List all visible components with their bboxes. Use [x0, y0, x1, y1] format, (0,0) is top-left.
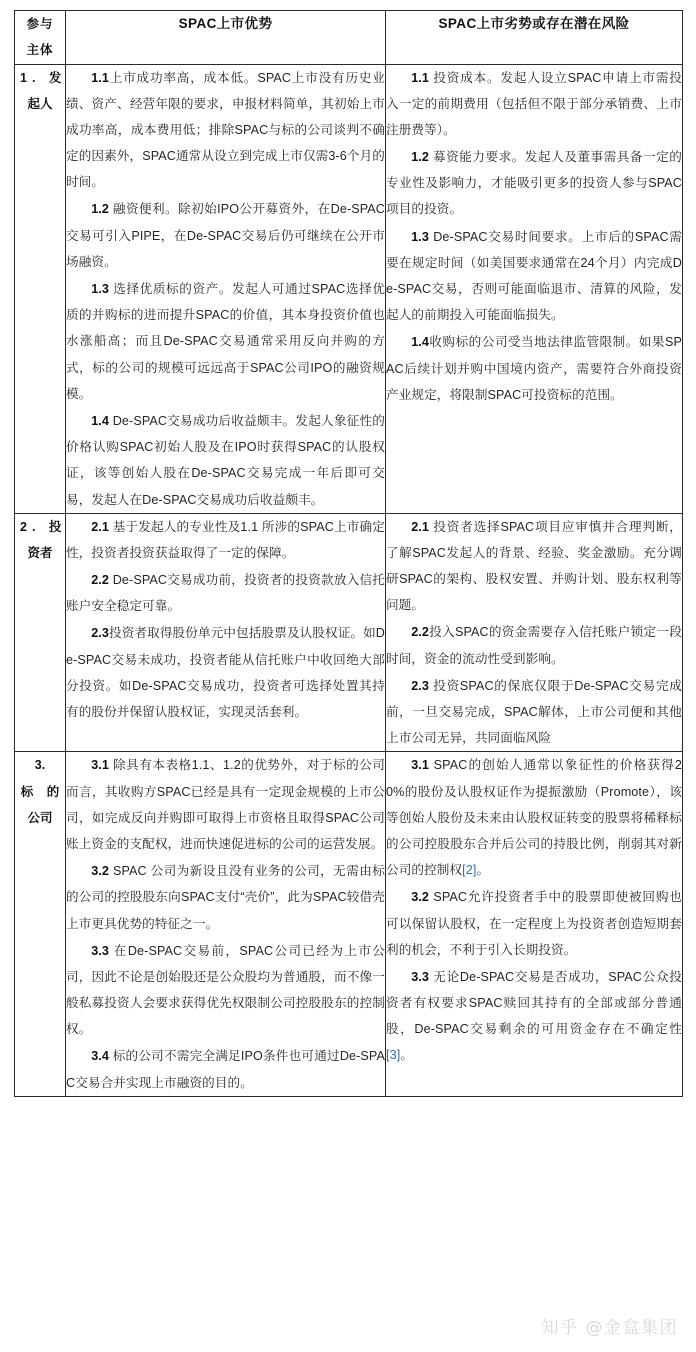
- header-subject: [15, 11, 66, 65]
- paragraph-text: De-SPAC交易时间要求。上市后的SPAC需要在规定时间（如美国要求通常在24个月）内完成De-SPAC交易，否则可能面临退市、清算的风险，发起人的前期投入可能面临损失。: [386, 229, 682, 323]
- row-subject-2: [15, 513, 66, 752]
- paragraph-text: 投资者选择SPAC项目应审慎并合理判断，了解SPAC发起人的背景、经验、奖金激励。充分调研SPAC的架构、股权安置、并购计划、股东权利等问题。: [386, 519, 682, 613]
- paragraph: [66, 1043, 385, 1095]
- paragraph-number: 2.3: [91, 626, 109, 641]
- paragraph: [66, 514, 385, 566]
- paragraph: [66, 858, 385, 937]
- row-disadvantages-1: [386, 64, 683, 513]
- paragraph-number: 1.4: [91, 413, 109, 428]
- paragraph-text: 募资能力要求。发起人及董事需具备一定的专业性及影响力，才能吸引更多的投资人参与SPAC项目的投资。: [386, 150, 682, 217]
- paragraph: [386, 964, 682, 1069]
- paragraph-number: 2.2: [91, 573, 109, 588]
- paragraph: [386, 673, 682, 752]
- paragraph-text: 标的公司不需完全满足IPO条件也可通过De-SPAC交易合并实现上市融资的目的。: [66, 1049, 385, 1090]
- row-subject-line: 3.: [34, 758, 46, 773]
- paragraph: [386, 144, 682, 223]
- paragraph-number: 2.3: [411, 678, 429, 693]
- paragraph-text: De-SPAC交易成功前，投资者的投资款放入信托账户安全稳定可靠。: [66, 573, 385, 614]
- table-header-row: [15, 11, 683, 65]
- paragraph-number: 3.2: [411, 890, 429, 905]
- paragraph-text: 选择优质标的资产。发起人可通过SPAC选择优质的并购标的进而提升SPAC的价值，其本身投资价值也水涨船高；而且De-SPAC交易通常采用反向并购的方式，标的公司的规模可远远高于SPAC公司IPO的融资规模。: [66, 282, 385, 401]
- paragraph-number: 1.2: [91, 202, 109, 217]
- row-disadvantages-2: [386, 513, 683, 752]
- paragraph-number: 1.1: [91, 70, 109, 85]
- paragraph-text: 无论De-SPAC交易是否成功，SPAC公众投资者有权要求SPAC赎回其持有的全部或部分普通股，De-SPAC交易剩余的可用资金存在不确定性: [386, 969, 682, 1037]
- table-row: [15, 752, 683, 1096]
- paragraph-text: SPAC 公司为新设且没有业务的公司，无需由标的公司的控股股东向SPAC支付“壳价”，此为SPAC较借壳上市更具优势的特征之一。: [66, 864, 385, 931]
- paragraph-number: 2.2: [411, 625, 429, 640]
- paragraph-text: De-SPAC交易成功后收益颇丰。发起人象征性的价格认购SPAC初始人股及在IPO时获得SPAC的认股权证，该等创始人股在De-SPAC交易完成一年后即可交易，发起人在De-SPAC交易成功后收益颇丰。: [66, 413, 385, 507]
- paragraph-text: 除具有本表格1.1、1.2的优势外，对于标的公司而言，其收购方SPAC已经是具有一定现金规模的上市公司，如完成反向并购即可取得上市资格且取得SPAC公司账上资金的支配权，进而快速促进标的公司的运营发展。: [66, 758, 385, 851]
- paragraph-text: 在De-SPAC交易前，SPAC公司已经为上市公司，因此不论是创始股还是公众股均为普通股，而不像一般私募投资人会要求获得优先权限制公司控股股东的控制权。: [66, 943, 385, 1037]
- paragraph: [386, 619, 682, 671]
- paragraph: [66, 196, 385, 275]
- paragraph: [386, 65, 682, 144]
- header-subject-line1: 参与: [26, 17, 54, 31]
- paragraph-number: 1.4: [411, 335, 429, 350]
- row-advantages-1: [66, 64, 386, 513]
- paragraph: [66, 276, 385, 407]
- paragraph-number: 2.1: [411, 519, 429, 534]
- paragraph-number: 3.3: [411, 969, 429, 984]
- paragraph: [66, 620, 385, 725]
- row-advantages-2: [66, 513, 386, 752]
- paragraph: [386, 514, 682, 619]
- watermark-zhihu: 知乎 @金盒集团: [541, 1318, 678, 1338]
- paragraph-text: 投入SPAC的资金需要存入信托账户锁定一段时间，资金的流动性受到影响。: [386, 625, 682, 666]
- row-subject-1: [15, 64, 66, 513]
- row-subject-line: 资者: [27, 545, 53, 560]
- paragraph-number: 1.3: [91, 282, 109, 296]
- paragraph: [386, 884, 682, 963]
- paragraph-tail: 。: [476, 863, 490, 878]
- header-advantages: SPAC上市优势: [66, 11, 386, 65]
- paragraph-text: 收购标的公司受当地法律监管限制。如果SPAC后续计划并购中国境内资产，需要符合外商投资产业规定，将限制SPAC可投资标的范围。: [386, 335, 682, 402]
- header-subject-line2: 主体: [26, 43, 54, 58]
- footnote-reference[interactable]: [3]: [386, 1048, 401, 1063]
- paragraph-text: 基于发起人的专业性及1.1 所涉的SPAC上市确定性，投资者投资获益取得了一定的保障。: [66, 519, 385, 560]
- spac-comparison-table: [14, 10, 683, 1097]
- table-row: [15, 513, 683, 752]
- paragraph-number: 3.3: [91, 943, 109, 958]
- paragraph: [66, 65, 385, 196]
- paragraph: [66, 408, 385, 513]
- row-disadvantages-3: [386, 752, 683, 1096]
- paragraph: [386, 329, 682, 408]
- paragraph: [386, 224, 682, 329]
- footnote-reference[interactable]: [2]: [462, 863, 477, 878]
- paragraph-number: 1.3: [411, 229, 429, 244]
- paragraph-text: 投资SPAC的保底仅限于De-SPAC交易完成前，一旦交易完成，SPAC解体，上市公司便和其他上市公司无异，共同面临风险: [386, 678, 682, 746]
- paragraph-number: 3.1: [91, 758, 109, 773]
- paragraph-number: 1.2: [411, 150, 429, 165]
- paragraph-tail: 。: [400, 1048, 414, 1063]
- header-disadvantages: SPAC上市劣势或存在潜在风险: [386, 11, 683, 65]
- paragraph-text: SPAC允许投资者手中的股票即使被回购也可以保留认股权，在一定程度上为投资者创造短期套利的机会，不利于引入长期投资。: [386, 890, 682, 957]
- row-subject-line: 1. 发: [20, 70, 67, 85]
- paragraph-number: 3.2: [91, 864, 109, 879]
- paragraph-number: 3.4: [91, 1049, 109, 1064]
- paragraph-text: 投资者取得股份单元中包括股票及认股权证。如De-SPAC交易未成功，投资者能从信托账户中收回绝大部分投资。如De-SPAC交易成功，投资者可选择处置其持有的股份并保留认股权证，实现灵活套利。: [66, 626, 385, 719]
- paragraph-number: 3.1: [411, 758, 429, 773]
- paragraph: [66, 567, 385, 619]
- table-body: [15, 64, 683, 1096]
- paragraph: [66, 752, 385, 857]
- row-advantages-3: [66, 752, 386, 1096]
- row-subject-line: 2. 投: [20, 519, 67, 534]
- paragraph-number: 2.1: [91, 519, 109, 534]
- paragraph: [66, 938, 385, 1043]
- row-subject-line: 起人: [27, 96, 53, 111]
- paragraph: [386, 752, 682, 883]
- row-subject-3: [15, 752, 66, 1096]
- paragraph-text: 上市成功率高，成本低。SPAC上市没有历史业绩、资产、经营年限的要求，申报材料简单，其初始上市成功率高，成本费用低；排除SPAC与标的公司谈判不确定的因素外，SPAC通常从设立到完成上市仅需3-6个月的时间。: [66, 70, 385, 190]
- row-subject-line: 公司: [27, 810, 53, 825]
- row-subject-line: 标 的: [20, 784, 65, 799]
- paragraph-text: 融资便利。除初始IPO公开募资外，在De-SPAC交易可引入PIPE，在De-SPAC交易后仍可继续在公开市场融资。: [66, 202, 385, 269]
- paragraph-text: 投资成本。发起人设立SPAC申请上市需投入一定的前期费用（包括但不限于部分承销费、上市注册费等）。: [386, 70, 682, 137]
- table-row: [15, 64, 683, 513]
- paragraph-text: SPAC的创始人通常以象征性的价格获得20%的股份及认股权证作为提振激励（Promote），该等创始人股份及未来由认股权证转变的股票将稀释标的公司控股股东合并后公司的持股比例，削弱其对新公司的控制权: [386, 758, 682, 878]
- paragraph-number: 1.1: [411, 70, 429, 85]
